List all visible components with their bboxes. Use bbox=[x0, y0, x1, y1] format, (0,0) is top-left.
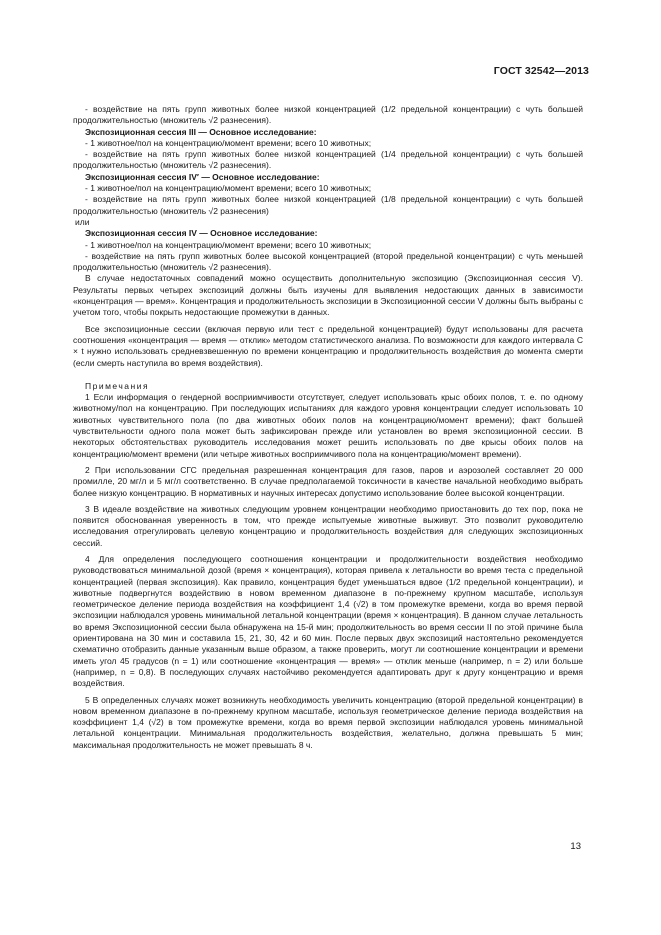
section-heading: Экспозиционная сессия IV — Основное исследование: bbox=[85, 228, 318, 239]
section-heading: Экспозиционная сессия IV′ — Основное исследование: bbox=[85, 171, 320, 182]
section-heading: Экспозиционная сессия III — Основное исследование: bbox=[85, 126, 317, 137]
body-paragraph: - 1 животное/пол на концентрацию/момент времени; всего 10 животных; bbox=[85, 137, 372, 148]
body-paragraph: Все экспозиционные сессии (включая первую или тест с предельной концентрацией) будут использованы для расчета соотношения «концентрация — время — отклик» методом статистического анализа. По возможности для каждого интервала C × t нужно использовать средневзвешенную по времени концентрацию и продолжительность воздействия до момента смерти (если смерть наступила во время воздействия). bbox=[73, 323, 583, 368]
note-item: 4 Для определения последующего соотношения концентрации и продолжительности воздействия необходимо руководствоваться минимальной дозой (время × концентрация), которая привела к летальности во время теста с предельной концентрацией (первая экспозиция). Как правило, концентрация будет уменьшаться вдвое (1/2 предельной концентрации), и животные подвергнутся воздействию в новом временном диапазоне в по-прежнему крупном масштабе, используя геометрическое деление периода воздействия на коэффициент 1,4 (√2) в том промежутке времени, когда во время первой экспозиции наблюдался уровень минимальной летальной концентрации (время × концентрация). В данном случае летальность во время Экспозиционной сессии была обнаружена на 15-й мин; продолжительность во время сессии II по этой причине была ориентирована на 30 мин и составила 15, 21, 30, 42 и 60 мин. После первых двух экспозиций настоятельно рекомендуется схематично отобразить данные указанным выше образом, а также проверить, могут ли соотношение концентрации и времени иметь угол 45 градусов (n = 1) или соотношение «концентрация — время» — отклик меньше (например, n = 2) или больше (например, n = 0,8). В последующих случаях настойчиво рекомендуется адаптировать друг к другу концентрацию и время воздействия. bbox=[73, 553, 583, 689]
body-paragraph: - воздействие на пять групп животных более высокой концентрацией (второй предельной концентрации) с чуть меньшей продолжительностью (множитель √2 разнесения). bbox=[73, 250, 583, 273]
page-number: 13 bbox=[570, 841, 581, 852]
body-paragraph: - 1 животное/пол на концентрацию/момент времени; всего 10 животных; bbox=[85, 239, 372, 250]
notes-title: Примечания bbox=[85, 380, 150, 391]
note-item: 2 При использовании СГС предельная разрешенная концентрация для газов, паров и аэрозолей составляет 20 000 промилле, 20 мг/л и 5 мг/л соответственно. В случае предполагаемой токсичности в качестве начальной необходимо выбрать более низкую концентрацию. В нормативных и научных интересах допустимо использование более высокой концентрации. bbox=[73, 464, 583, 498]
note-item: 1 Если информация о гендерной восприимчивости отсутствует, следует использовать крыс обоих полов, т. е. по одному животному/пол на концентрацию. При последующих испытаниях для каждого уровня концентрации следует использовать 10 животных чувствительного пола (по два животных обоих полов на концентрацию/момент времени); факт большей чувствительности одного пола может быть зафиксирован прежде или установлен во время экспозиционной сессии. В некоторых обстоятельствах руководитель исследования может решить использовать по две крысы обоих полов на концентрацию/момент времени (или четыре животных восприимчивого пола на концентрацию/момент времени). bbox=[73, 392, 583, 459]
body-paragraph: - воздействие на пять групп животных более низкой концентрацией (1/2 предельной концентрации) с чуть большей продолжительностью (множитель √2 разнесения). bbox=[73, 104, 583, 126]
body-paragraph: - воздействие на пять групп животных более низкой концентрацией (1/8 предельной концентрации) с чуть большей продолжительностью (множитель √2 разнесения) bbox=[73, 194, 583, 216]
body-paragraph: - 1 животное/пол на концентрацию/момент времени; всего 10 животных; bbox=[85, 183, 372, 194]
body-paragraph: или bbox=[75, 216, 90, 227]
body-paragraph: - воздействие на пять групп животных более низкой концентрацией (1/4 предельной концентрации) с чуть большей продолжительностью (множитель √2 разнесения). bbox=[73, 149, 583, 171]
body-paragraph: В случае недостаточных совпадений можно осуществить дополнительную экспозицию (Экспозиционная сессия V). Результаты первых четырех экспозиций должны быть изучены для выявления недостающих данных в зависимости «концентрация — время». Концентрация и продолжительность экспозиции в Экспозиционной сессии V должны быть выбраны с учетом того, чтобы покрыть недостающие промежутки в данных. bbox=[73, 273, 583, 318]
standard-number: ГОСТ 32542—2013 bbox=[493, 65, 589, 77]
page-body bbox=[73, 104, 583, 756]
note-item: 3 В идеале воздействие на животных следующим уровнем концентрации необходимо приостановить до тех пор, пока не появится обоснованная уверенность в том, что прежде испытуемые животные выживут. Это позволит руководителю исследования отрегулировать целевую концентрацию и продолжительность воздействия для следующих экспозиционных сессий. bbox=[73, 503, 583, 548]
note-item: 5 В определенных случаях может возникнуть необходимость увеличить концентрацию (второй предельной концентрации) в новом временном диапазоне в по-прежнему крупном масштабе, используя геометрическое деление периода воздействия на коэффициент 1,4 (√2) в том промежутке времени, когда во время первой экспозиции наблюдался уровень минимальной летальной концентрации. Минимальная продолжительность воздействия, желательно, должна превышать 5 мин; максимальная продолжительность не может превышать 8 ч. bbox=[73, 694, 583, 750]
